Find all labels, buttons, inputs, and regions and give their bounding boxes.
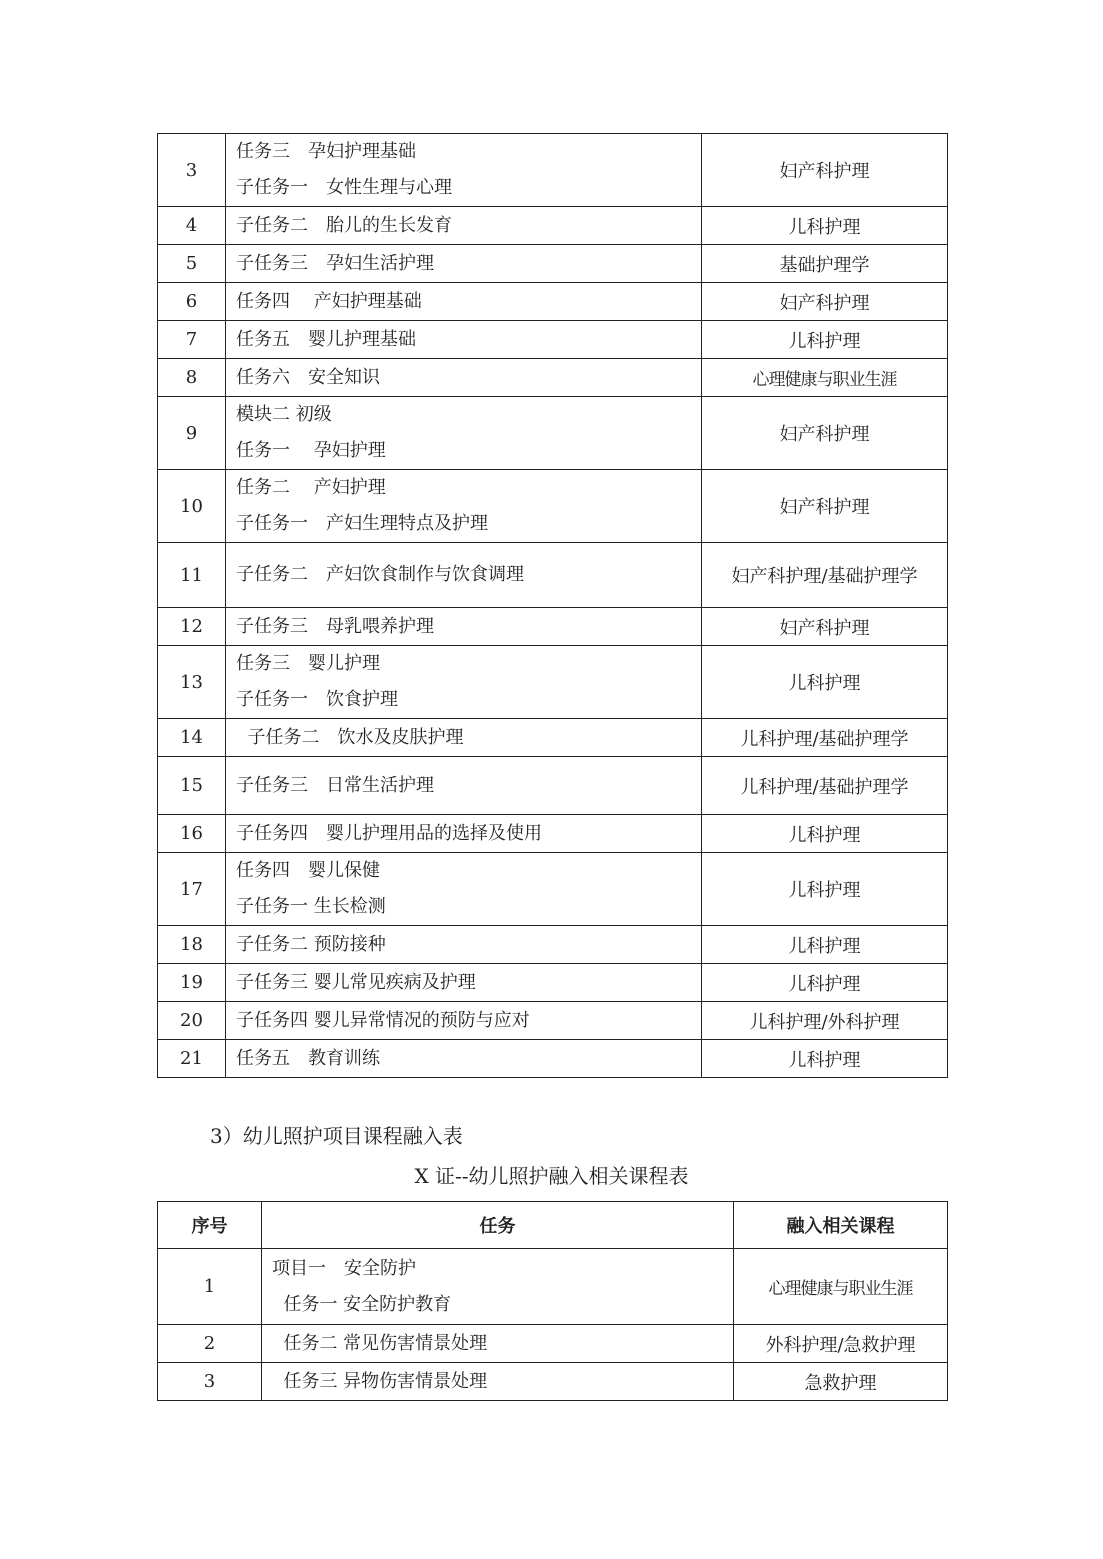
task-cell (226, 245, 702, 283)
course-cell: 儿科护理 (702, 321, 948, 359)
task-line: 子任务三 孕妇生活护理 (236, 252, 434, 274)
row-number: 19 (158, 964, 226, 1002)
row-number: 18 (158, 926, 226, 964)
task-line: 任务三 异物伤害情景处理 (272, 1370, 488, 1392)
row-number: 3 (158, 1363, 262, 1401)
table-row (158, 815, 948, 853)
task-cell (226, 134, 702, 207)
course-cell: 妇产科护理 (702, 283, 948, 321)
table-row (158, 470, 948, 543)
course-cell: 儿科护理 (702, 926, 948, 964)
table-row (158, 646, 948, 719)
task-line: 子任务一 女性生理与心理 (236, 177, 452, 198)
course-cell: 妇产科护理 (702, 397, 948, 470)
row-number: 12 (158, 608, 226, 646)
header-course: 融入相关课程 (734, 1202, 948, 1249)
row-number: 5 (158, 245, 226, 283)
row-number: 6 (158, 283, 226, 321)
course-cell: 儿科护理 (702, 646, 948, 719)
course-cell: 外科护理/急救护理 (734, 1325, 948, 1363)
table-row (158, 1363, 948, 1401)
course-cell: 儿科护理/外科护理 (702, 1002, 948, 1040)
row-number: 1 (158, 1249, 262, 1325)
task-line: 子任务三 母乳喂养护理 (236, 615, 434, 637)
task-line: 子任务一 饮食护理 (236, 689, 398, 710)
course-cell: 儿科护理 (702, 815, 948, 853)
row-number: 9 (158, 397, 226, 470)
course-cell: 儿科护理 (702, 853, 948, 926)
task-line: 子任务四 婴儿护理用品的选择及使用 (236, 822, 542, 844)
task-line: 任务三 婴儿护理 (236, 653, 380, 674)
table-header-row (158, 1202, 948, 1249)
row-number: 10 (158, 470, 226, 543)
row-number: 4 (158, 207, 226, 245)
task-line: 任务一 孕妇护理 (236, 440, 386, 461)
course-cell: 妇产科护理 (702, 608, 948, 646)
task-line: 任务四 婴儿保健 (236, 860, 380, 881)
row-number: 11 (158, 543, 226, 608)
row-number: 8 (158, 359, 226, 397)
table-row (158, 719, 948, 757)
table-row (158, 608, 948, 646)
task-cell (226, 207, 702, 245)
course-cell: 心理健康与职业生涯 (702, 359, 948, 397)
row-number: 3 (158, 134, 226, 207)
task-line: 子任务二 胎儿的生长发育 (236, 214, 452, 236)
task-cell (262, 1249, 734, 1325)
task-cell (226, 853, 702, 926)
task-line: 模块二 初级 (236, 404, 332, 425)
task-line: 任务五 婴儿护理基础 (236, 328, 416, 350)
table-title: X 证--幼儿照护融入相关课程表 (414, 1164, 689, 1188)
task-cell (226, 543, 702, 608)
task-cell (226, 964, 702, 1002)
table-row (158, 757, 948, 815)
task-line: 子任务一 产妇生理特点及护理 (236, 513, 488, 534)
task-cell (226, 815, 702, 853)
table-row (158, 543, 948, 608)
table-row (158, 397, 948, 470)
task-cell (226, 283, 702, 321)
header-number: 序号 (158, 1202, 262, 1249)
task-cell (226, 321, 702, 359)
task-cell (226, 1002, 702, 1040)
row-number: 20 (158, 1002, 226, 1040)
row-number: 16 (158, 815, 226, 853)
course-cell: 基础护理学 (702, 245, 948, 283)
row-number: 2 (158, 1325, 262, 1363)
task-cell (262, 1325, 734, 1363)
course-cell: 妇产科护理 (702, 134, 948, 207)
course-cell: 妇产科护理 (702, 470, 948, 543)
task-line: 子任务一 生长检测 (236, 896, 386, 917)
task-cell (262, 1363, 734, 1401)
task-line: 任务一 安全防护教育 (272, 1293, 452, 1315)
task-line: 任务六 安全知识 (236, 366, 380, 388)
table-row (158, 207, 948, 245)
table-row (158, 359, 948, 397)
course-cell: 儿科护理 (702, 207, 948, 245)
table-row (158, 853, 948, 926)
task-line: 任务五 教育训练 (236, 1047, 380, 1069)
course-cell: 妇产科护理/基础护理学 (702, 543, 948, 608)
task-line: 任务四 产妇护理基础 (236, 290, 422, 312)
table-row (158, 321, 948, 359)
task-cell (226, 608, 702, 646)
row-number: 14 (158, 719, 226, 757)
task-cell (226, 1040, 702, 1078)
task-line: 子任务四 婴儿异常情况的预防与应对 (236, 1009, 530, 1031)
row-number: 21 (158, 1040, 226, 1078)
infant-care-course-table (157, 1201, 948, 1401)
section-heading: 3）幼儿照护项目课程融入表 (210, 1124, 463, 1148)
course-cell: 儿科护理 (702, 1040, 948, 1078)
task-cell (226, 757, 702, 815)
table-row (158, 1002, 948, 1040)
task-line: 子任务二 饮水及皮肤护理 (236, 726, 464, 748)
table-row (158, 134, 948, 207)
task-line: 任务二 常见伤害情景处理 (272, 1332, 488, 1354)
table-row (158, 1325, 948, 1363)
header-task: 任务 (262, 1202, 734, 1249)
row-number: 7 (158, 321, 226, 359)
task-cell (226, 470, 702, 543)
task-line: 子任务二 产妇饮食制作与饮食调理 (236, 564, 524, 585)
row-number: 17 (158, 853, 226, 926)
table-row (158, 964, 948, 1002)
table-row (158, 926, 948, 964)
task-line: 项目一 安全防护 (272, 1257, 416, 1279)
row-number: 13 (158, 646, 226, 719)
course-cell: 儿科护理/基础护理学 (702, 719, 948, 757)
course-cell: 心理健康与职业生涯 (734, 1249, 948, 1325)
table-row (158, 1040, 948, 1078)
task-cell (226, 397, 702, 470)
course-cell: 儿科护理/基础护理学 (702, 757, 948, 815)
task-line: 子任务三 婴儿常见疾病及护理 (236, 971, 476, 993)
row-number: 15 (158, 757, 226, 815)
task-cell (226, 926, 702, 964)
task-line: 子任务三 日常生活护理 (236, 774, 434, 796)
task-cell (226, 646, 702, 719)
task-line: 子任务二 预防接种 (236, 933, 386, 955)
table-row (158, 283, 948, 321)
course-integration-table-continued (157, 133, 948, 1078)
task-cell (226, 359, 702, 397)
task-line: 任务三 孕妇护理基础 (236, 141, 416, 162)
table-row (158, 245, 948, 283)
task-cell (226, 719, 702, 757)
task-line: 任务二 产妇护理 (236, 477, 386, 498)
course-cell: 急救护理 (734, 1363, 948, 1401)
course-cell: 儿科护理 (702, 964, 948, 1002)
table-row (158, 1249, 948, 1325)
